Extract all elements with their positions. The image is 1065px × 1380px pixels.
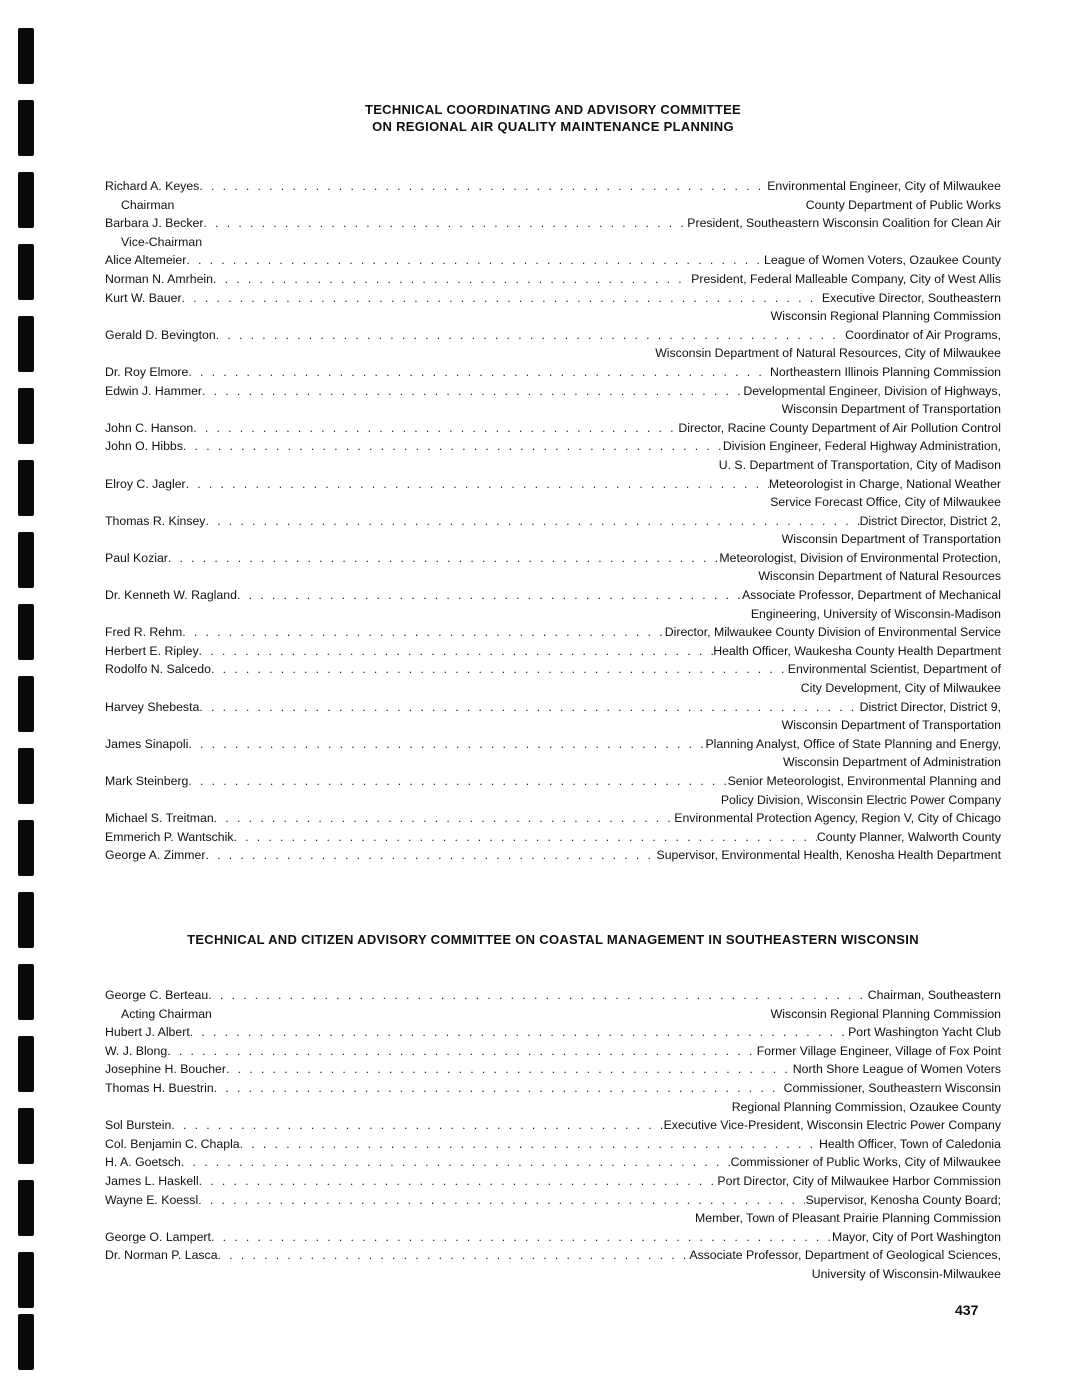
member-affiliation: President, Federal Malleable Company, City of West Allis <box>691 271 1001 286</box>
member-entry <box>105 1135 1001 1154</box>
member-name: Thomas R. Kinsey <box>105 513 206 528</box>
member-list <box>105 177 1001 865</box>
member-affiliation-continued: University of Wisconsin-Milwaukee <box>811 1266 1001 1281</box>
member-name: Dr. Norman P. Lasca <box>105 1248 218 1263</box>
member-entry <box>105 586 1001 623</box>
member-role <box>105 791 121 810</box>
member-entry <box>105 846 1001 865</box>
dot-leader <box>199 698 859 717</box>
member-entry <box>105 1023 1001 1042</box>
member-entry <box>105 1153 1001 1172</box>
binding-hole <box>18 1314 34 1370</box>
dot-leader <box>182 289 822 308</box>
member-affiliation: Chairman, Southeastern <box>867 988 1001 1002</box>
member-entry <box>105 512 1001 549</box>
member-role <box>105 605 121 624</box>
binding-hole <box>18 892 34 948</box>
member-affiliation: County Planner, Walworth County <box>816 829 1001 844</box>
binding-hole <box>18 748 34 804</box>
member-role: Acting Chairman <box>121 1006 212 1021</box>
member-name: Kurt W. Bauer <box>105 290 182 305</box>
dot-leader <box>183 437 723 456</box>
member-affiliation-continued: Wisconsin Department of Natural Resources <box>758 569 1001 584</box>
member-entry <box>105 326 1001 363</box>
member-name: Mark Steinberg <box>105 774 189 788</box>
member-entry <box>105 419 1001 438</box>
binding-holes <box>18 0 38 1380</box>
dot-leader <box>203 214 687 233</box>
member-affiliation-continued: Wisconsin Department of Natural Resources, City of Milwaukee <box>655 346 1001 361</box>
member-name: John O. Hibbs <box>105 439 183 454</box>
member-name: Barbara J. Becker <box>105 216 204 231</box>
member-affiliation-continued: County Department of Public Works <box>805 197 1001 212</box>
committee-air-quality <box>105 101 1001 863</box>
member-role <box>105 1209 121 1228</box>
member-affiliation: Associate Professor, Department of Mechanical <box>741 588 1001 603</box>
dot-leader <box>218 1246 690 1265</box>
member-name: Fred R. Rehm <box>105 625 183 640</box>
member-role <box>105 716 121 735</box>
dot-leader <box>168 549 720 568</box>
member-name: Thomas H. Buestrin <box>105 1080 214 1095</box>
dot-leader <box>199 1172 718 1191</box>
member-entry <box>105 828 1001 847</box>
member-affiliation: Environmental Scientist, Department of <box>787 662 1001 677</box>
member-entry <box>105 437 1001 474</box>
member-role <box>105 679 121 698</box>
dot-leader <box>199 177 767 196</box>
member-affiliation: Division Engineer, Federal Highway Administration, <box>722 439 1001 454</box>
member-affiliation: Port Washington Yacht Club <box>848 1025 1001 1040</box>
dot-leader <box>198 1191 805 1210</box>
dot-leader <box>188 772 727 791</box>
member-entry <box>105 382 1001 419</box>
member-affiliation: Meteorologist, Division of Environmental Protection, <box>719 550 1001 565</box>
member-name: Emmerich P. Wantschik <box>105 829 234 844</box>
dot-leader <box>202 382 743 401</box>
member-role: Chairman <box>121 197 175 212</box>
member-name: George C. Berteau <box>105 988 209 1002</box>
member-affiliation: Senior Meteorologist, Environmental Planning and <box>727 774 1001 788</box>
member-role <box>105 493 121 512</box>
member-role <box>105 344 121 363</box>
member-entry <box>105 642 1001 661</box>
dot-leader <box>181 1153 731 1172</box>
member-name: Paul Koziar <box>105 550 168 565</box>
member-name: Norman N. Amrhein <box>105 271 213 286</box>
member-affiliation-continued: Engineering, University of Wisconsin-Madison <box>750 606 1001 621</box>
member-affiliation-continued: U. S. Department of Transportation, City of Madison <box>718 457 1001 472</box>
member-entry <box>105 1172 1001 1191</box>
member-entry <box>105 1079 1001 1116</box>
member-entry <box>105 363 1001 382</box>
binding-hole <box>18 1108 34 1164</box>
member-affiliation: League of Women Voters, Ozaukee County <box>764 253 1001 268</box>
member-entry <box>105 475 1001 512</box>
member-name: Rodolfo N. Salcedo <box>105 662 211 677</box>
member-name: Richard A. Keyes <box>105 179 200 193</box>
member-entry <box>105 1060 1001 1079</box>
member-entry <box>105 986 1001 1023</box>
dot-leader <box>182 623 665 642</box>
committee-title: TECHNICAL AND CITIZEN ADVISORY COMMITTEE ON COASTAL MANAGEMENT IN SOUTHEASTERN WISCONSIN <box>187 932 919 947</box>
member-entry <box>105 660 1001 697</box>
member-name: Col. Benjamin C. Chapla <box>105 1136 240 1151</box>
member-name: Sol Burstein <box>105 1118 172 1133</box>
member-name: H. A. Goetsch <box>105 1155 181 1170</box>
binding-hole <box>18 820 34 876</box>
binding-hole <box>18 532 34 588</box>
member-name: Dr. Roy Elmore <box>105 364 189 379</box>
member-affiliation-continued: Service Forecast Office, City of Milwaukee <box>770 495 1001 510</box>
member-affiliation: Planning Analyst, Office of State Planning and Energy, <box>705 736 1001 751</box>
member-affiliation-continued: City Development, City of Milwaukee <box>800 681 1001 696</box>
member-entry <box>105 698 1001 735</box>
dot-leader <box>233 828 816 847</box>
dot-leader <box>208 986 867 1005</box>
member-entry <box>105 251 1001 270</box>
binding-hole <box>18 28 34 84</box>
member-affiliation-continued: Wisconsin Regional Planning Commission <box>770 309 1001 324</box>
member-name: Herbert E. Ripley <box>105 643 199 658</box>
member-role: Vice-Chairman <box>121 234 203 249</box>
member-affiliation: Developmental Engineer, Division of Highways, <box>743 383 1001 398</box>
member-affiliation: District Director, District 9, <box>859 699 1001 714</box>
member-entry <box>105 289 1001 326</box>
dot-leader <box>240 1135 819 1154</box>
member-name: Edwin J. Hammer <box>105 383 203 398</box>
dot-leader <box>193 419 678 438</box>
member-role <box>105 1098 121 1117</box>
member-name: George O. Lampert <box>105 1229 211 1244</box>
member-role <box>105 567 121 586</box>
member-role <box>105 456 121 475</box>
binding-hole <box>18 676 34 732</box>
dot-leader <box>190 1023 848 1042</box>
binding-hole <box>18 604 34 660</box>
member-affiliation: Executive Director, Southeastern <box>821 290 1001 305</box>
member-affiliation-continued: Regional Planning Commission, Ozaukee County <box>731 1099 1001 1114</box>
member-affiliation-continued: Wisconsin Department of Transportation <box>781 718 1001 733</box>
member-role <box>105 400 121 419</box>
member-entry <box>105 623 1001 642</box>
member-name: James L. Haskell <box>105 1173 199 1188</box>
binding-hole <box>18 460 34 516</box>
member-name: George A. Zimmer <box>105 848 206 863</box>
member-affiliation: Coordinator of Air Programs, <box>845 327 1001 342</box>
member-affiliation: Meteorologist in Charge, National Weather <box>768 476 1001 491</box>
member-affiliation: Executive Vice-President, Wisconsin Electric Power Company <box>663 1118 1001 1133</box>
member-affiliation-continued: Wisconsin Regional Planning Commission <box>770 1006 1001 1021</box>
member-entry <box>105 177 1001 214</box>
member-name: James Sinapoli <box>105 736 189 751</box>
member-entry <box>105 1042 1001 1061</box>
committee-coastal <box>105 931 1001 1281</box>
member-name: W. J. Blong <box>105 1043 168 1058</box>
member-name: Dr. Kenneth W. Ragland <box>105 588 237 603</box>
member-name: Gerald D. Bevington <box>105 327 216 342</box>
binding-hole <box>18 316 34 372</box>
binding-hole <box>18 1252 34 1308</box>
committee-title-line2: ON REGIONAL AIR QUALITY MAINTENANCE PLANNING <box>372 119 734 134</box>
member-entry <box>105 549 1001 586</box>
member-affiliation: Northeastern Illinois Planning Commission <box>769 364 1001 379</box>
dot-leader <box>211 660 788 679</box>
member-affiliation: Director, Milwaukee County Division of Environmental Service <box>664 625 1001 640</box>
dot-leader <box>214 809 675 828</box>
member-role <box>105 307 121 326</box>
member-affiliation: Mayor, City of Port Washington <box>831 1229 1001 1244</box>
member-entry <box>105 270 1001 289</box>
member-affiliation: Former Village Engineer, Village of Fox Point <box>756 1043 1001 1058</box>
member-affiliation: Environmental Protection Agency, Region V, City of Chicago <box>674 811 1001 826</box>
member-role <box>105 753 121 772</box>
member-name: Elroy C. Jagler <box>105 476 186 491</box>
dot-leader <box>188 735 705 754</box>
binding-hole <box>18 1180 34 1236</box>
member-entry <box>105 1116 1001 1135</box>
member-affiliation-continued: Wisconsin Department of Transportation <box>781 532 1001 547</box>
binding-hole <box>18 172 34 228</box>
member-role <box>105 530 121 549</box>
member-affiliation: Supervisor, Environmental Health, Kenosha Health Department <box>656 848 1001 863</box>
member-role <box>105 1265 121 1284</box>
dot-leader <box>205 846 656 865</box>
member-affiliation: District Director, District 2, <box>859 513 1001 528</box>
member-entry <box>105 1228 1001 1247</box>
member-affiliation: Health Officer, Waukesha County Health Department <box>713 643 1001 658</box>
dot-leader <box>226 1060 793 1079</box>
binding-hole <box>18 244 34 300</box>
member-affiliation-continued: Wisconsin Department of Transportation <box>781 402 1001 417</box>
page-number: 437 <box>955 1302 979 1318</box>
dot-leader <box>211 1228 832 1247</box>
member-affiliation: President, Southeastern Wisconsin Coalition for Clean Air <box>687 216 1001 231</box>
member-affiliation: Health Officer, Town of Caledonia <box>818 1136 1001 1151</box>
dot-leader <box>186 251 764 270</box>
member-affiliation: Environmental Engineer, City of Milwaukee <box>767 179 1001 193</box>
dot-leader <box>167 1042 757 1061</box>
dot-leader <box>205 512 859 531</box>
member-affiliation: Director, Racine County Department of Air Pollution Control <box>678 420 1001 435</box>
member-name: Michael S. Treitman <box>105 811 214 826</box>
member-entry <box>105 809 1001 828</box>
member-affiliation-continued: Policy Division, Wisconsin Electric Power Company <box>720 792 1001 807</box>
binding-hole <box>18 100 34 156</box>
member-affiliation: North Shore League of Women Voters <box>792 1062 1001 1077</box>
member-name: Wayne E. Koessl <box>105 1192 199 1207</box>
dot-leader <box>216 326 845 345</box>
dot-leader <box>199 642 714 661</box>
member-affiliation-continued: Wisconsin Department of Administration <box>782 755 1001 770</box>
dot-leader <box>214 1079 784 1098</box>
member-entry <box>105 1246 1001 1283</box>
member-affiliation: Associate Professor, Department of Geological Sciences, <box>689 1248 1001 1263</box>
member-name: Alice Altemeier <box>105 253 187 268</box>
dot-leader <box>171 1116 663 1135</box>
member-name: Harvey Shebesta <box>105 699 200 714</box>
member-affiliation: Commissioner of Public Works, City of Milwaukee <box>730 1155 1001 1170</box>
dot-leader <box>188 363 770 382</box>
member-name: Josephine H. Boucher <box>105 1062 226 1077</box>
member-affiliation: Supervisor, Kenosha County Board; <box>805 1192 1001 1207</box>
dot-leader <box>213 270 691 289</box>
member-list <box>105 986 1001 1284</box>
member-entry <box>105 214 1001 251</box>
dot-leader <box>186 475 769 494</box>
member-entry <box>105 1191 1001 1228</box>
member-affiliation: Commissioner, Southeastern Wisconsin <box>783 1080 1001 1095</box>
member-name: Hubert J. Albert <box>105 1025 190 1040</box>
binding-hole <box>18 1036 34 1092</box>
binding-hole <box>18 964 34 1020</box>
committee-title-line1: TECHNICAL COORDINATING AND ADVISORY COMMITTEE <box>364 102 742 117</box>
member-entry <box>105 772 1001 809</box>
member-affiliation: Port Director, City of Milwaukee Harbor Commission <box>717 1173 1001 1188</box>
member-entry <box>105 735 1001 772</box>
dot-leader <box>237 586 742 605</box>
binding-hole <box>18 388 34 444</box>
member-name: John C. Hanson <box>105 420 194 435</box>
member-affiliation-continued: Member, Town of Pleasant Prairie Planning Commission <box>695 1211 1001 1226</box>
